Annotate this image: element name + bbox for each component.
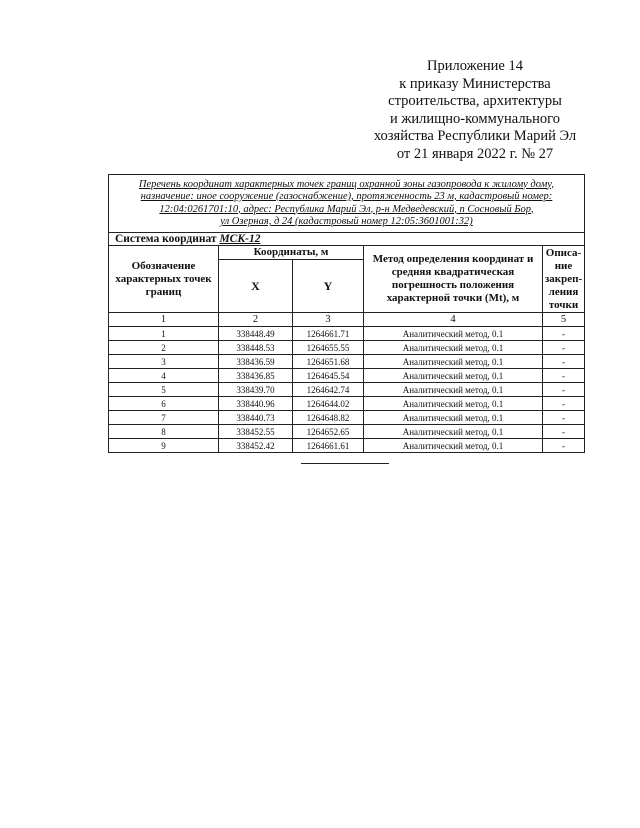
appendix-line: к приказу Министерства — [399, 75, 551, 92]
column-number: 3 — [293, 313, 364, 327]
cell-y: 1264648.82 — [293, 411, 364, 425]
header-description-line: ления — [548, 285, 579, 298]
cell-description: - — [543, 369, 585, 383]
header-coordinates: Координаты, м — [219, 246, 364, 260]
cell-method: Аналитический метод, 0.1 — [364, 383, 543, 397]
cell-method: Аналитический метод, 0.1 — [364, 369, 543, 383]
appendix-line: Приложение 14 — [427, 58, 523, 74]
table-title-line: назначение: иное сооружение (газоснабжение), протяженность 23 м, кадастровый номер: — [140, 191, 553, 202]
column-number: 1 — [109, 313, 219, 327]
cell-x: 338452.42 — [219, 439, 293, 453]
appendix-line: строительства, архитектуры — [388, 93, 562, 109]
appendix-header — [310, 58, 640, 163]
table-row — [109, 425, 585, 439]
cell-point: 6 — [109, 397, 219, 411]
cell-point: 4 — [109, 369, 219, 383]
table-title — [109, 175, 585, 233]
appendix-line: хозяйства Республики Марий Эл — [373, 128, 577, 144]
cell-x: 338439.70 — [219, 383, 293, 397]
header-point: Обозначение характерных точек границ — [109, 246, 219, 313]
cell-y: 1264651.68 — [293, 355, 364, 369]
column-number: 2 — [219, 313, 293, 327]
cell-description: - — [543, 411, 585, 425]
cell-x: 338440.96 — [219, 397, 293, 411]
cell-point: 2 — [109, 341, 219, 355]
cell-x: 338440.73 — [219, 411, 293, 425]
cell-method: Аналитический метод, 0.1 — [364, 397, 543, 411]
cell-y: 1264645.54 — [293, 369, 364, 383]
header-y: Y — [293, 260, 364, 313]
header-x: X — [219, 260, 293, 313]
table-row — [109, 411, 585, 425]
cell-description: - — [543, 327, 585, 341]
cell-method: Аналитический метод, 0.1 — [364, 355, 543, 369]
cell-x: 338448.53 — [219, 341, 293, 355]
cell-x: 338436.85 — [219, 369, 293, 383]
table-row — [109, 369, 585, 383]
cell-method: Аналитический метод, 0.1 — [364, 439, 543, 453]
cell-method: Аналитический метод, 0.1 — [364, 411, 543, 425]
coordinate-system-code: МСК-12 — [219, 233, 261, 245]
cell-x: 338452.55 — [219, 425, 293, 439]
header-description-line: Описа- — [545, 246, 582, 259]
cell-y: 1264652.65 — [293, 425, 364, 439]
cell-method: Аналитический метод, 0.1 — [364, 327, 543, 341]
column-number-row — [109, 313, 585, 327]
column-number: 4 — [364, 313, 543, 327]
cell-description: - — [543, 397, 585, 411]
table-title-line: Перечень координат характерных точек границ охранной зоны газопровода к жилому дому, — [138, 178, 555, 190]
header-description-line: закреп- — [544, 272, 583, 285]
cell-description: - — [543, 383, 585, 397]
coordinate-system-label: Система координат — [115, 233, 217, 245]
end-divider — [301, 463, 389, 464]
cell-method: Аналитический метод, 0.1 — [364, 425, 543, 439]
table-row — [109, 341, 585, 355]
column-number: 5 — [543, 313, 585, 327]
cell-x: 338436.59 — [219, 355, 293, 369]
cell-point: 1 — [109, 327, 219, 341]
table-row — [109, 355, 585, 369]
coordinates-table — [108, 174, 585, 453]
header-method: Метод определения координат и средняя квадратическая погрешность положения характерной точки (Mt), м — [364, 246, 543, 313]
cell-y: 1264661.61 — [293, 439, 364, 453]
table-row — [109, 383, 585, 397]
cell-description: - — [543, 439, 585, 453]
header-description — [543, 246, 585, 313]
table-title-line: ул Озерная, д 24 (кадастровый номер 12:05:3601001:32) — [220, 216, 473, 227]
table-row — [109, 439, 585, 453]
cell-description: - — [543, 341, 585, 355]
cell-description: - — [543, 355, 585, 369]
cell-point: 3 — [109, 355, 219, 369]
table-row — [109, 397, 585, 411]
appendix-line: от 21 января 2022 г. № 27 — [396, 145, 554, 162]
cell-x: 338448.49 — [219, 327, 293, 341]
appendix-line: и жилищно-коммунального — [389, 110, 561, 127]
table-title-line: 12:04:0261701:10, адрес: Республика Марий Эл, р-н Медведевский, п Сосновый Бор, — [159, 203, 534, 215]
header-description-line: ние — [554, 259, 573, 272]
cell-point: 5 — [109, 383, 219, 397]
cell-y: 1264642.74 — [293, 383, 364, 397]
cell-point: 8 — [109, 425, 219, 439]
coordinate-system — [109, 233, 585, 246]
cell-y: 1264661.71 — [293, 327, 364, 341]
cell-point: 9 — [109, 439, 219, 453]
table-row — [109, 327, 585, 341]
cell-method: Аналитический метод, 0.1 — [364, 341, 543, 355]
cell-y: 1264655.55 — [293, 341, 364, 355]
cell-description: - — [543, 425, 585, 439]
cell-y: 1264644.02 — [293, 397, 364, 411]
header-description-line: точки — [548, 298, 579, 311]
cell-point: 7 — [109, 411, 219, 425]
